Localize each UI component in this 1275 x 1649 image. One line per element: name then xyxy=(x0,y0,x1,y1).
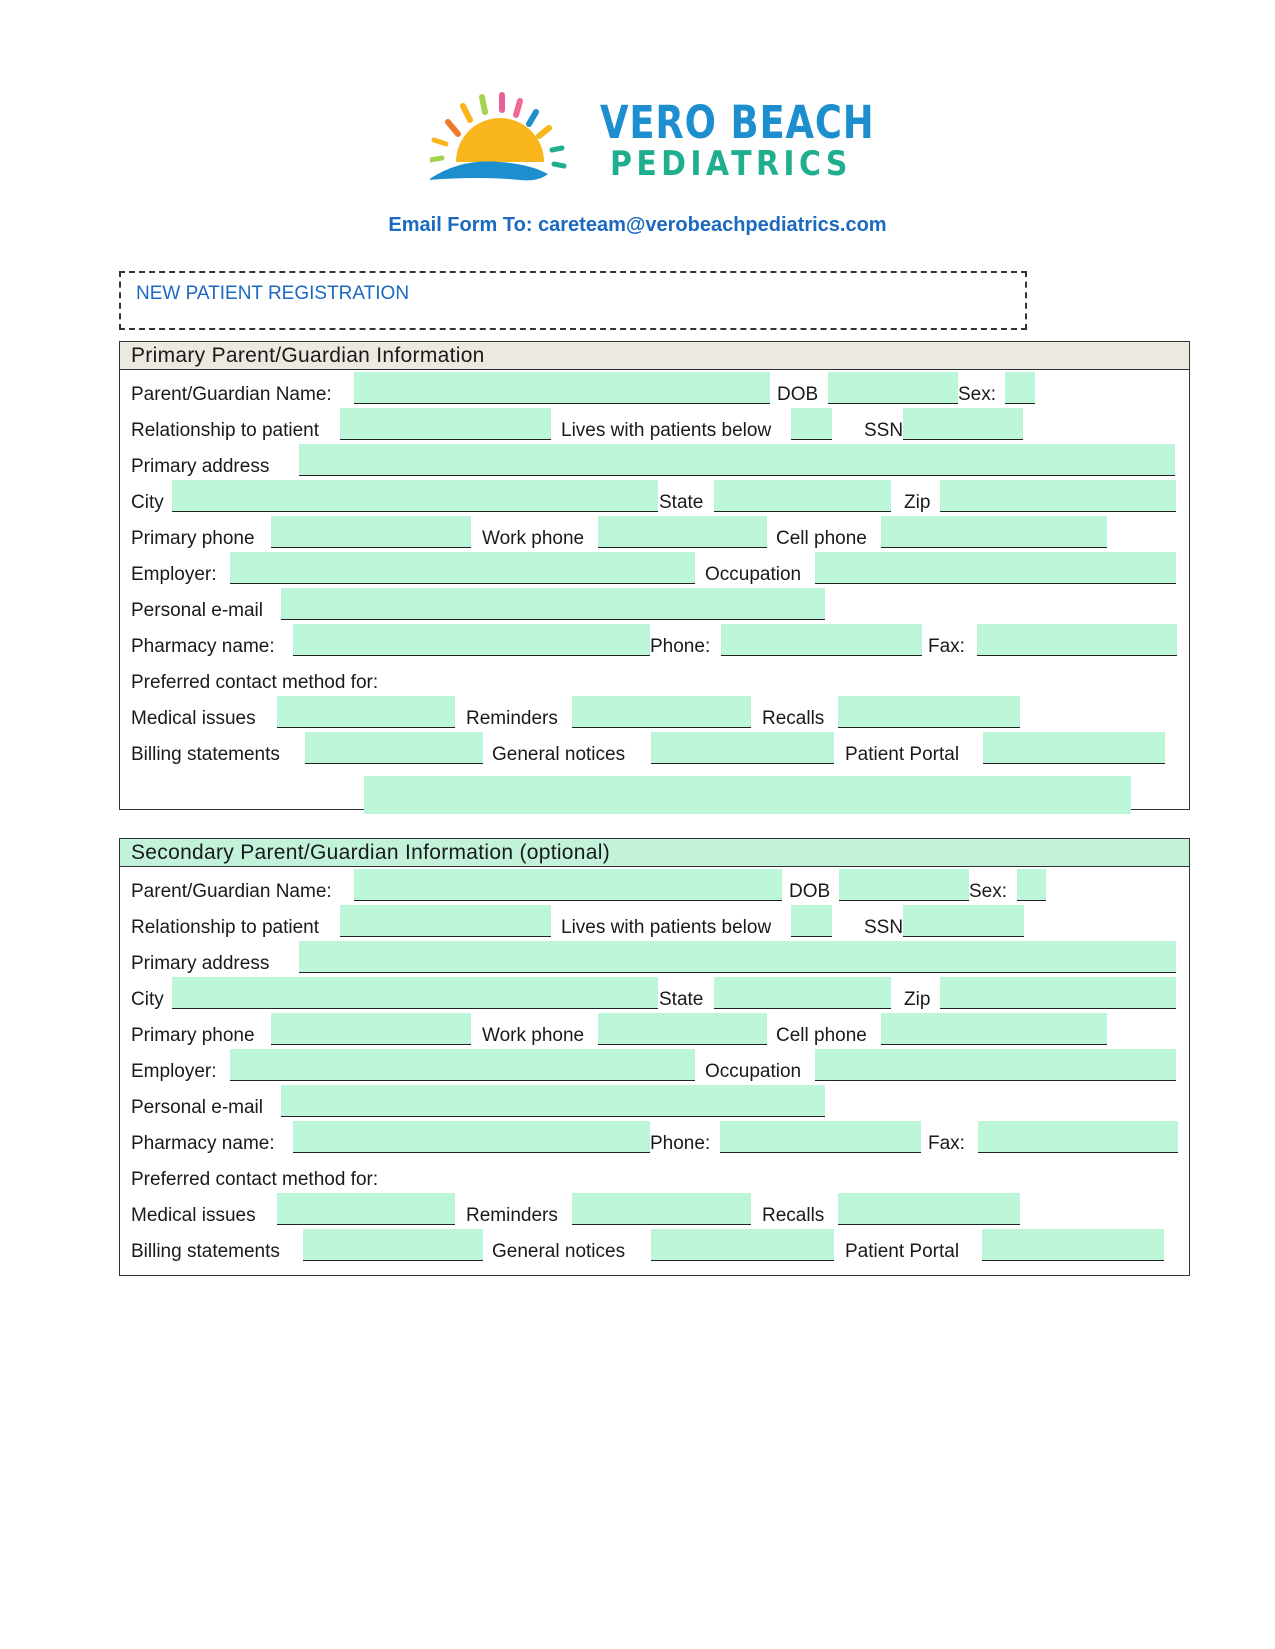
secondary-guardian-section xyxy=(119,838,1190,1276)
label-address: Primary address xyxy=(131,456,270,477)
lives-with-field[interactable] xyxy=(791,905,832,937)
label-occupation: Occupation xyxy=(705,1061,802,1082)
state-field[interactable] xyxy=(714,977,891,1009)
work-phone-field[interactable] xyxy=(598,1013,767,1045)
label-pharmacy-phone: Phone: xyxy=(650,1133,711,1154)
employer-field[interactable] xyxy=(230,552,695,584)
label-dob: DOB xyxy=(789,881,831,902)
label-pharmacy: Pharmacy name: xyxy=(131,636,275,657)
cell-phone-field[interactable] xyxy=(881,516,1107,548)
occupation-field[interactable] xyxy=(815,552,1176,584)
label-email: Personal e-mail xyxy=(131,1097,263,1118)
label-guardian-name: Parent/Guardian Name: xyxy=(131,881,332,902)
label-fax: Fax: xyxy=(928,1133,965,1154)
label-state: State xyxy=(659,492,704,513)
portal-field[interactable] xyxy=(982,1229,1164,1261)
general-field[interactable] xyxy=(651,732,834,764)
address-field[interactable] xyxy=(299,444,1175,476)
label-pharmacy-phone: Phone: xyxy=(650,636,711,657)
work-phone-field[interactable] xyxy=(598,516,767,548)
dob-field[interactable] xyxy=(828,372,958,404)
label-primary-phone: Primary phone xyxy=(131,1025,255,1046)
label-zip: Zip xyxy=(904,492,931,513)
ssn-field[interactable] xyxy=(903,408,1023,440)
sex-field[interactable] xyxy=(1005,372,1035,404)
lives-with-field[interactable] xyxy=(791,408,832,440)
label-relationship: Relationship to patient xyxy=(131,917,320,938)
label-employer: Employer: xyxy=(131,564,217,585)
occupation-field[interactable] xyxy=(815,1049,1176,1081)
city-field[interactable] xyxy=(172,977,658,1009)
sex-field[interactable] xyxy=(1017,869,1046,901)
label-billing: Billing statements xyxy=(131,1241,280,1262)
label-general: General notices xyxy=(492,744,626,765)
label-recalls: Recalls xyxy=(762,708,825,729)
billing-field[interactable] xyxy=(305,732,483,764)
email-field[interactable] xyxy=(281,588,825,620)
label-guardian-name: Parent/Guardian Name: xyxy=(131,384,332,405)
recalls-field[interactable] xyxy=(838,696,1020,728)
label-city: City xyxy=(131,989,164,1010)
relationship-field[interactable] xyxy=(340,408,551,440)
cell-phone-field[interactable] xyxy=(881,1013,1107,1045)
pharmacy-phone-field[interactable] xyxy=(721,624,922,656)
section-header: Primary Parent/Guardian Information xyxy=(120,342,1189,370)
label-medical: Medical issues xyxy=(131,1205,256,1226)
label-fax: Fax: xyxy=(928,636,965,657)
logo-line-1: VERO BEACH xyxy=(600,96,875,149)
email-instruction: Email Form To: careteam@verobeachpediatrics.com xyxy=(388,214,887,236)
label-reminders: Reminders xyxy=(466,708,558,729)
label-address: Primary address xyxy=(131,953,270,974)
label-zip: Zip xyxy=(904,989,931,1010)
portal-field[interactable] xyxy=(983,732,1165,764)
label-portal: Patient Portal xyxy=(845,744,960,765)
label-work-phone: Work phone xyxy=(482,1025,585,1046)
sun-logo-icon xyxy=(430,88,570,198)
label-work-phone: Work phone xyxy=(482,528,585,549)
reminders-field[interactable] xyxy=(572,1193,751,1225)
label-primary-phone: Primary phone xyxy=(131,528,255,549)
label-cell-phone: Cell phone xyxy=(776,1025,867,1046)
section-header: Secondary Parent/Guardian Information (optional) xyxy=(120,839,1189,867)
label-lives-with: Lives with patients below xyxy=(561,420,772,441)
label-employer: Employer: xyxy=(131,1061,217,1082)
notes-field[interactable] xyxy=(364,776,1131,814)
label-billing: Billing statements xyxy=(131,744,280,765)
registration-title-box xyxy=(119,271,1027,330)
billing-field[interactable] xyxy=(303,1229,483,1261)
practice-logo xyxy=(450,88,875,198)
zip-field[interactable] xyxy=(940,977,1176,1009)
guardian-name-field[interactable] xyxy=(354,869,782,901)
label-cell-phone: Cell phone xyxy=(776,528,867,549)
pharmacy-field[interactable] xyxy=(293,1121,650,1153)
label-ssn: SSN xyxy=(864,917,904,938)
zip-field[interactable] xyxy=(940,480,1176,512)
logo-line-2: PEDIATRICS xyxy=(610,144,852,184)
label-occupation: Occupation xyxy=(705,564,802,585)
label-recalls: Recalls xyxy=(762,1205,825,1226)
registration-title: NEW PATIENT REGISTRATION xyxy=(136,283,410,304)
state-field[interactable] xyxy=(714,480,891,512)
label-sex: Sex: xyxy=(958,384,997,405)
label-portal: Patient Portal xyxy=(845,1241,960,1262)
pharmacy-field[interactable] xyxy=(293,624,650,656)
label-reminders: Reminders xyxy=(466,1205,558,1226)
address-field[interactable] xyxy=(299,941,1176,973)
label-email: Personal e-mail xyxy=(131,600,263,621)
medical-field[interactable] xyxy=(277,1193,455,1225)
ssn-field[interactable] xyxy=(903,905,1024,937)
recalls-field[interactable] xyxy=(838,1193,1020,1225)
pharmacy-phone-field[interactable] xyxy=(720,1121,921,1153)
label-state: State xyxy=(659,989,704,1010)
email-field[interactable] xyxy=(281,1085,825,1117)
general-field[interactable] xyxy=(651,1229,834,1261)
label-relationship: Relationship to patient xyxy=(131,420,320,441)
label-city: City xyxy=(131,492,164,513)
dob-field[interactable] xyxy=(839,869,969,901)
label-dob: DOB xyxy=(777,384,819,405)
primary-phone-field[interactable] xyxy=(271,516,471,548)
label-pharmacy: Pharmacy name: xyxy=(131,1133,275,1154)
label-preferred-contact: Preferred contact method for: xyxy=(131,672,379,693)
fax-field[interactable] xyxy=(978,1121,1178,1153)
city-field[interactable] xyxy=(172,480,658,512)
reminders-field[interactable] xyxy=(572,696,751,728)
label-ssn: SSN xyxy=(864,420,904,441)
medical-field[interactable] xyxy=(277,696,455,728)
primary-phone-field[interactable] xyxy=(271,1013,471,1045)
label-medical: Medical issues xyxy=(131,708,256,729)
relationship-field[interactable] xyxy=(340,905,551,937)
label-general: General notices xyxy=(492,1241,626,1262)
fax-field[interactable] xyxy=(977,624,1177,656)
label-preferred-contact: Preferred contact method for: xyxy=(131,1169,379,1190)
label-sex: Sex: xyxy=(969,881,1008,902)
employer-field[interactable] xyxy=(230,1049,695,1081)
label-lives-with: Lives with patients below xyxy=(561,917,772,938)
guardian-name-field[interactable] xyxy=(354,372,770,404)
primary-guardian-section xyxy=(119,341,1190,810)
